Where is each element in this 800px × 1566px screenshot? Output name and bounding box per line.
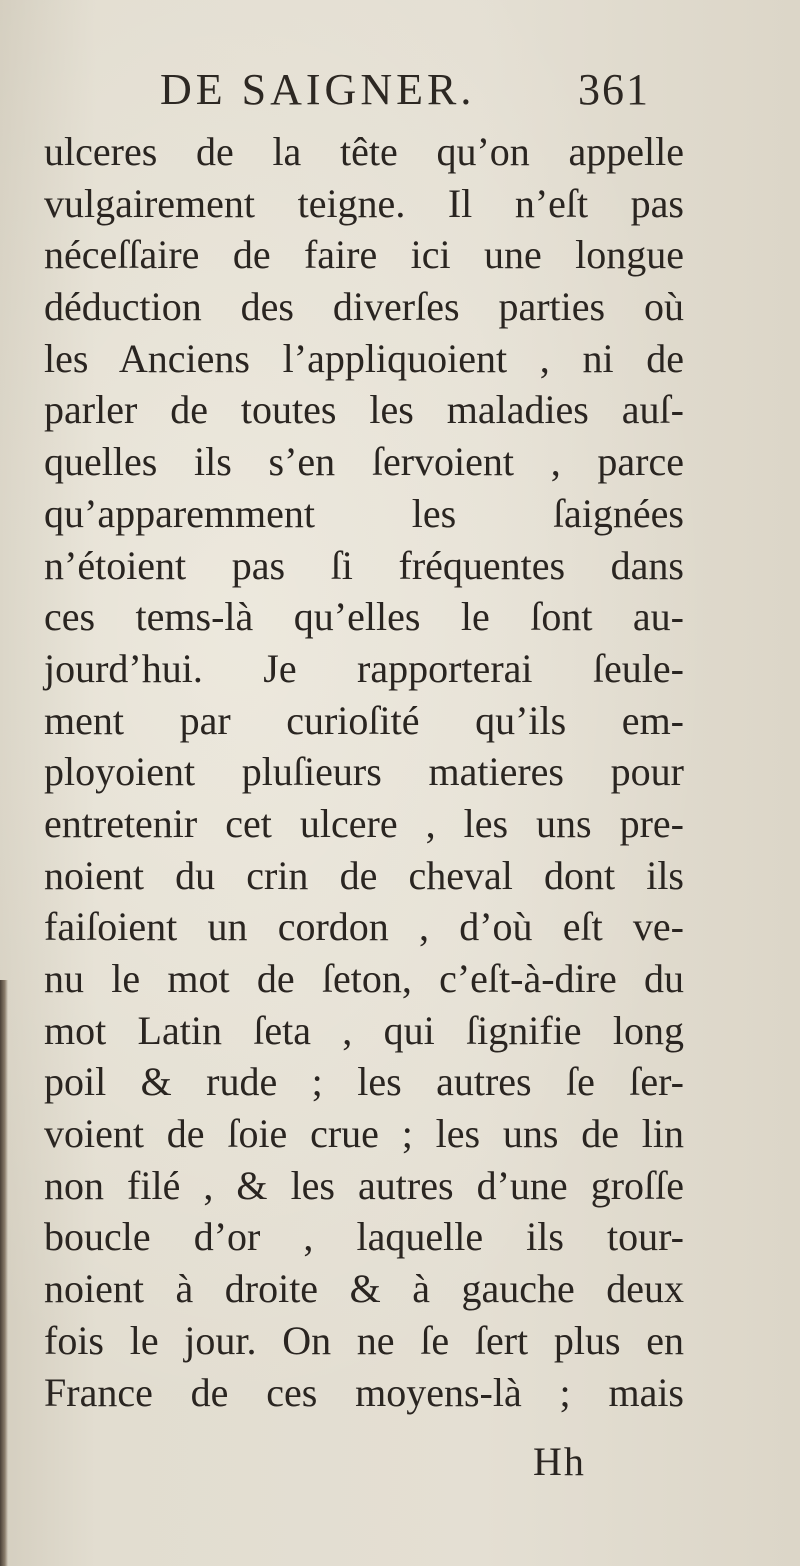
text-line: noient du crin de cheval dont ils [44,852,684,898]
text-line: parler de toutes les maladies auſ- [44,387,684,433]
text-line: France de ces moyens-là ; mais [44,1369,684,1415]
text-line: faiſoient un cordon , d’où eſt ve- [44,904,684,950]
text-line: qu’apparemment les ſaignées [44,490,684,536]
text-line: ulceres de la tête qu’on appelle [44,129,684,174]
text-line: déduction des diverſes parties où [44,284,684,330]
running-head-title: DE SAIGNER. [160,65,476,114]
text-line: jourd’hui. Je rapporterai ſeule- [44,645,684,691]
text-line: mot Latin ſeta , qui ſignifie long [44,1007,684,1053]
text-line: nu le mot de ſeton, c’eſt-à-dire du [44,956,684,1001]
text-line: fois le jour. On ne ſe ſert plus en [44,1317,684,1363]
catchword: Hh [533,1439,586,1484]
text-line: néceſſaire de faire ici une longue [44,232,684,278]
text-line: voient de ſoie crue ; les uns de lin [44,1111,684,1157]
text-line: boucle d’or , laquelle ils tour- [44,1214,684,1260]
page-number: 361 [578,65,650,114]
text-line: poil & rude ; les autres ſe ſer- [44,1059,684,1105]
text-line: quelles ils s’en ſervoient , parce [44,439,684,485]
text-line: ment par curioſité qu’ils em- [44,697,684,743]
text-line: ployoient pluſieurs matieres pour [44,749,684,795]
text-line: n’étoient pas ſi fréquentes dans [44,542,684,588]
text-line: ces tems-là qu’elles le ſont au- [44,594,684,640]
text-line: noient à droite & à gauche deux [44,1266,684,1312]
body-text [44,126,684,1418]
text-line: les Anciens l’appliquoient , ni de [44,335,684,381]
page-edge-shadow [0,980,8,1566]
text-line: non filé , & les autres d’une groſſe [44,1162,684,1208]
running-head [160,60,680,120]
text-line: entretenir cet ulcere , les uns pre- [44,800,684,846]
text-line: vulgairement teigne. Il n’eſt pas [44,180,684,226]
